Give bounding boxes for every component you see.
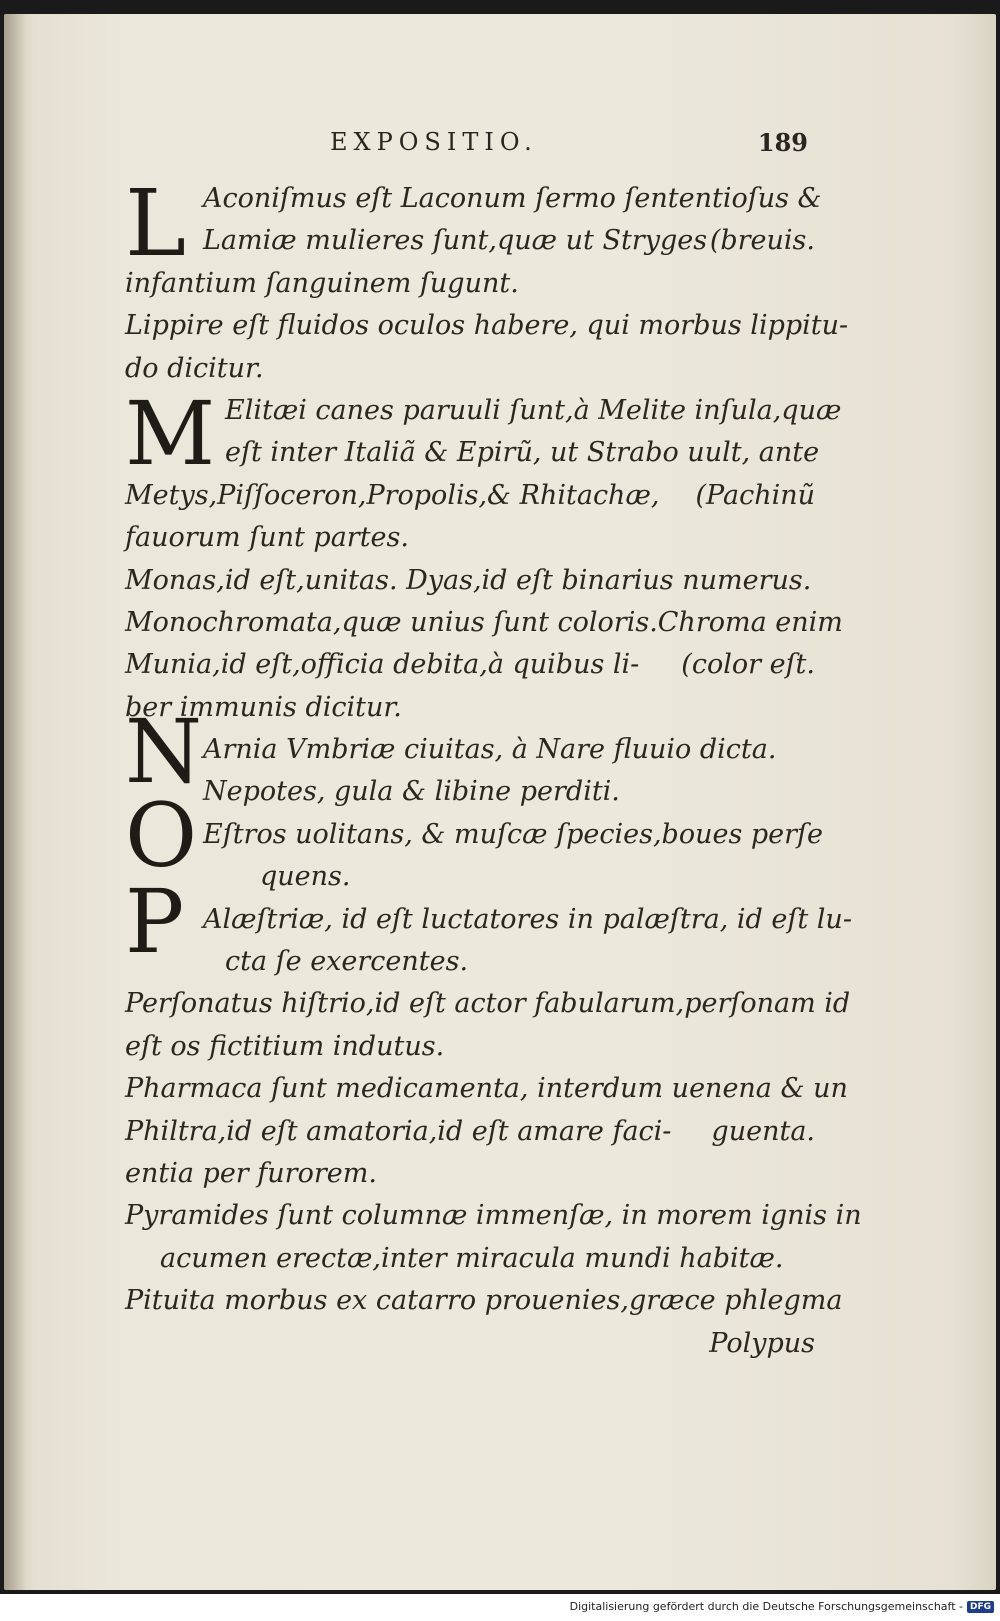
line-text: Aconiſmus eſt Laconum ſermo ſententioſus &	[203, 183, 822, 214]
text-line	[125, 560, 815, 602]
text-line	[125, 771, 815, 813]
drop-cap-n: N	[125, 700, 202, 803]
line-text: Philtra,id eſt amatoria,id eſt amare faci-	[125, 1115, 672, 1147]
text-line	[125, 856, 815, 898]
text-line	[125, 1068, 848, 1110]
line-text: Eſtros uolitans, & muſcæ ſpecies,boues perſe	[203, 818, 824, 850]
line-text: Pituita morbus ex catarro prouenies,græce phlegma	[125, 1285, 843, 1317]
text-line	[125, 1280, 843, 1322]
drop-cap-o: O	[125, 784, 198, 887]
text-line	[125, 348, 815, 390]
text-line	[125, 729, 815, 771]
line-text: fauorum ſunt partes.	[125, 522, 409, 554]
text-line	[125, 1238, 815, 1280]
glossary-text	[125, 170, 862, 1365]
text-line	[125, 1195, 862, 1237]
line-text-right: guenta.	[711, 1115, 815, 1147]
drop-cap-m: M	[125, 382, 216, 485]
page-number: 189	[757, 128, 808, 157]
text-line	[125, 475, 815, 517]
line-text: eſt inter Italiã & Epirũ, ut Strabo uult, ante	[225, 437, 820, 469]
catchword-line	[125, 1323, 815, 1365]
drop-cap-p: P	[125, 870, 185, 973]
text-line	[125, 517, 815, 559]
line-text: Alæſtriæ, id eſt luctatores in palæſtra, id eſt lu-	[203, 903, 852, 935]
text-line	[125, 432, 820, 474]
catchword: Polypus	[709, 1327, 815, 1359]
text-line	[125, 602, 843, 644]
credit-text: Digitalisierung gefördert durch die Deutsche Forschungsgemeinschaft -	[569, 1600, 963, 1613]
line-text: Perſonatus hiſtrio,id eſt actor fabularum,perſonam id	[125, 988, 851, 1020]
line-text: cta ſe exercentes.	[225, 946, 469, 978]
running-head: EXPOSITIO.	[330, 128, 538, 156]
line-text: Metys,Piſſoceron,Propolis,& Rhitachæ,	[125, 479, 660, 511]
gutter-shadow	[4, 14, 26, 1590]
line-text: Lippire eſt fluidos oculos habere, qui morbus lippitu-	[125, 310, 849, 342]
line-text: do dicitur.	[125, 352, 264, 384]
line-text: Monochromata,quæ unius ſunt coloris.Chroma enim	[125, 606, 843, 638]
text-line	[125, 899, 852, 941]
text-line	[125, 305, 849, 347]
text-line	[125, 814, 824, 856]
page-header	[330, 128, 830, 168]
line-text: Lamiæ mulieres ſunt,quæ ut Stryges	[203, 225, 708, 257]
text-line	[125, 1026, 815, 1068]
text-line	[125, 1153, 815, 1195]
line-text: acumen erectæ,inter miracula mundi habitæ.	[160, 1242, 784, 1274]
text-line	[125, 644, 815, 686]
digitization-credit	[570, 1600, 994, 1613]
text-line	[125, 983, 851, 1025]
text-line	[125, 220, 815, 262]
line-text: Pyramides ſunt columnæ immenſæ, in morem ignis in	[125, 1200, 862, 1232]
text-line	[125, 263, 815, 305]
line-text: Arnia Vmbriæ ciuitas, à Nare fluuio dicta.	[203, 734, 777, 766]
line-text: entia per furorem.	[125, 1157, 377, 1189]
dfg-logo-icon: DFG	[967, 1601, 994, 1613]
line-text: quens.	[260, 861, 351, 893]
text-line	[125, 178, 822, 220]
line-text: ber immunis dicitur.	[125, 691, 402, 723]
line-text: Munia,id eſt,officia debita,à quibus li-	[125, 649, 640, 681]
line-text: infantium ſanguinem ſugunt.	[125, 267, 519, 299]
line-text-right: (breuis.	[709, 225, 815, 257]
text-line	[125, 1111, 815, 1153]
line-text-right: (color eſt.	[681, 649, 815, 681]
text-line	[125, 687, 815, 729]
line-text: eſt os fictitium indutus.	[125, 1030, 445, 1062]
drop-cap-l: L	[125, 170, 187, 277]
line-text: Pharmaca ſunt medicamenta, interdum uenena & un	[125, 1073, 848, 1105]
text-line	[125, 390, 842, 432]
line-text: Elitæi canes paruuli ſunt,à Melite inſula,quæ	[225, 394, 842, 426]
line-text-right: (Pachinũ	[695, 479, 815, 511]
text-line	[125, 941, 815, 983]
line-text: Monas,id eſt,unitas. Dyas,id eſt binarius numerus.	[125, 564, 812, 596]
line-text: Nepotes, gula & libine perditi.	[203, 776, 620, 808]
